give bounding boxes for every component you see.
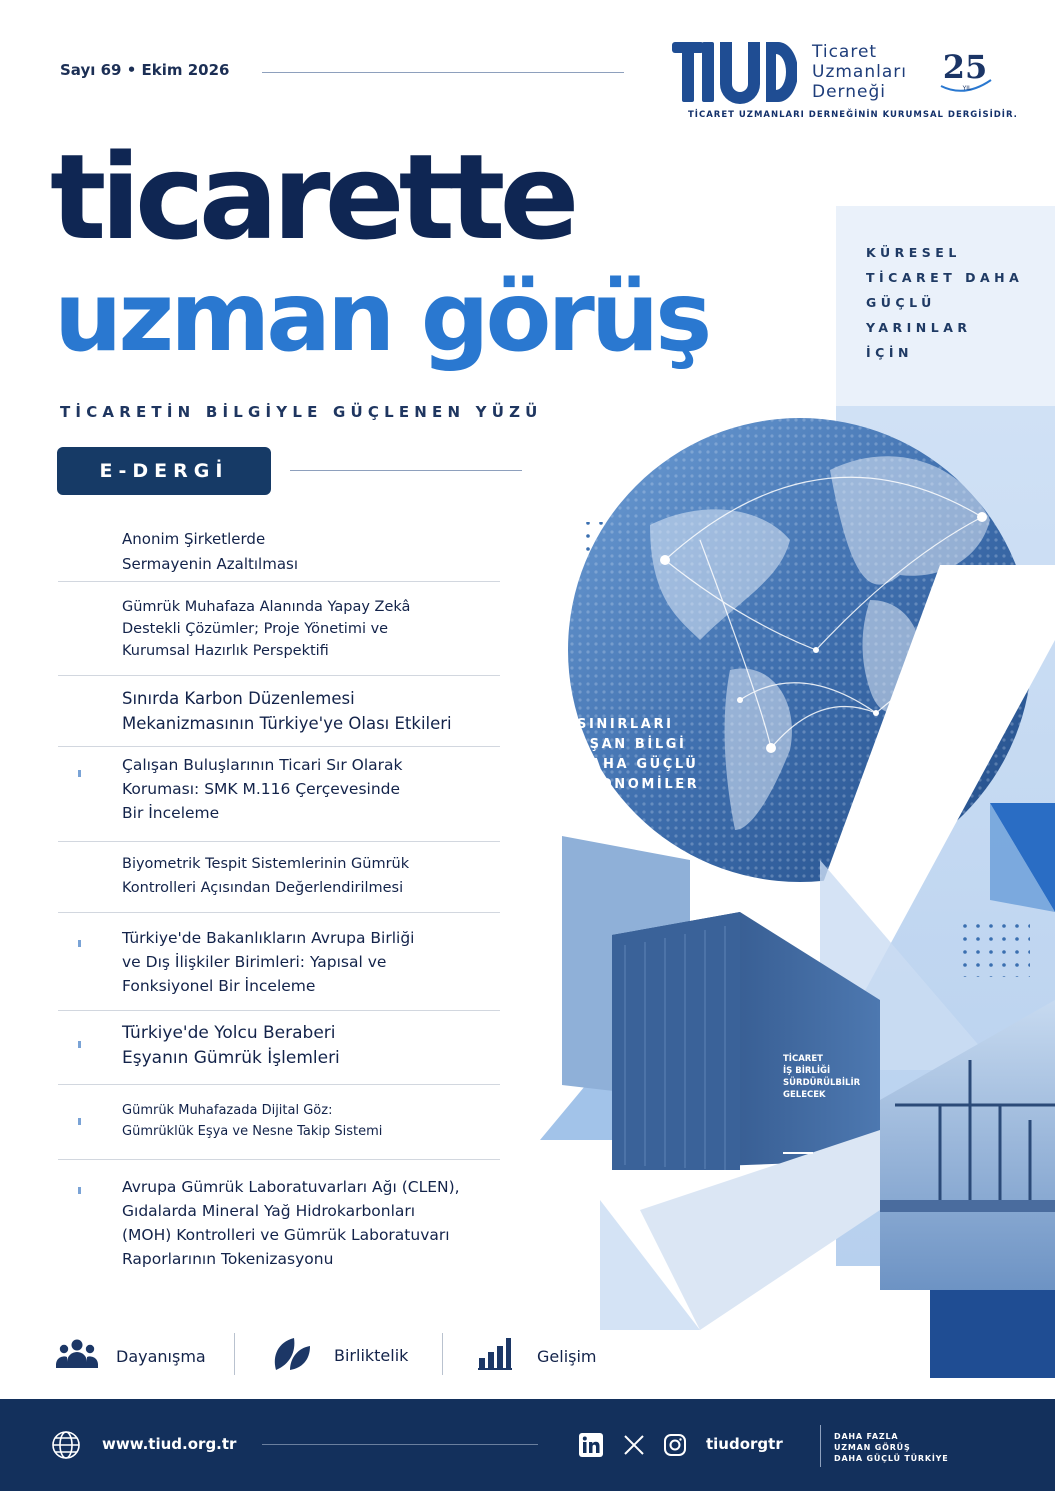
anniversary-number: 25 [942, 48, 988, 86]
logo-subtitle: TİCARET UZMANLARI DERNEĞİNİN KURUMSAL DERGİSİDİR. [688, 110, 1018, 120]
instagram-icon[interactable] [664, 1434, 686, 1456]
footer-divider [262, 1444, 538, 1445]
side-slogan-line: İÇİN [866, 345, 913, 360]
issue-info: Sayı 69 • Ekim 2026 [60, 61, 230, 79]
article-bullet [78, 1041, 81, 1048]
article-divider [58, 746, 500, 747]
e-dergi-badge: E-DERGİ [57, 447, 271, 495]
badge-divider [290, 470, 522, 471]
caption-line: AŞAN BİLGİ [577, 737, 687, 752]
footer-slogan-line: UZMAN GÖRÜŞ [834, 1443, 911, 1452]
caption-dash [783, 1152, 813, 1154]
values-divider [234, 1333, 235, 1375]
caption-line: GELECEK [783, 1090, 826, 1100]
article-title-line: Gümrük Muhafaza Alanında Yapay Zekâ [122, 599, 411, 615]
logo-name-line: Uzmanları [812, 62, 907, 82]
article-item[interactable] [122, 926, 507, 998]
magazine-title-line2: uzman görüş [54, 261, 709, 373]
value-label: Gelişim [537, 1347, 597, 1366]
logo-name-line: Ticaret [812, 42, 878, 62]
article-item[interactable] [122, 1175, 507, 1271]
article-bullet [78, 1187, 81, 1194]
article-item[interactable] [122, 686, 507, 736]
article-title-line: ve Dış İlişkiler Birimleri: Yapısal ve [122, 953, 387, 971]
article-item[interactable] [122, 527, 507, 577]
article-title-line: Kontrolleri Açısından Değerlendirilmesi [122, 880, 404, 896]
linkedin-icon[interactable] [579, 1433, 603, 1457]
article-divider [58, 841, 500, 842]
caption-line: İŞ BİRLİĞİ [783, 1066, 831, 1076]
side-slogan-line: KÜRESEL [866, 245, 961, 260]
logo-name [812, 42, 907, 102]
article-title-line: Sınırda Karbon Düzenlemesi [122, 689, 355, 708]
article-title-line: Biyometrik Tespit Sistemlerinin Gümrük [122, 856, 410, 872]
article-title-line: Bir İnceleme [122, 804, 220, 822]
article-title-line: Mekanizmasının Türkiye'ye Olası Etkileri [122, 714, 452, 733]
article-item[interactable] [122, 1100, 507, 1142]
side-slogan-line: GÜÇLÜ [866, 295, 936, 310]
article-title-line: Eşyanın Gümrük İşlemleri [122, 1048, 340, 1068]
article-title-line: Gümrüklük Eşya ve Nesne Takip Sistemi [122, 1124, 383, 1139]
magazine-title-line1: ticarette [50, 128, 574, 266]
article-title-line: Koruması: SMK M.116 Çerçevesinde [122, 780, 401, 798]
side-slogan [866, 240, 1023, 365]
article-title-line: (MOH) Kontrolleri ve Gümrük Laboratuvarı [122, 1226, 450, 1244]
article-title-line: Gıdalarda Mineral Yağ Hidrokarbonları [122, 1202, 416, 1220]
article-item[interactable] [122, 753, 507, 825]
article-title-line: Raporlarının Tokenizasyonu [122, 1250, 334, 1268]
article-title-line: Türkiye'de Bakanlıkların Avrupa Birliği [122, 929, 415, 947]
x-icon[interactable] [623, 1434, 645, 1456]
footer-vertical-divider [820, 1425, 821, 1467]
website-link[interactable]: www.tiud.org.tr [102, 1435, 237, 1453]
article-title-line: Avrupa Gümrük Laboratuvarları Ağı (CLEN), [122, 1178, 460, 1196]
article-divider [58, 1010, 500, 1011]
value-label: Birliktelik [334, 1346, 409, 1365]
bar-chart-icon [478, 1336, 512, 1370]
footer-slogan [834, 1431, 948, 1464]
footer-slogan-line: DAHA FAZLA [834, 1432, 899, 1441]
article-item[interactable] [122, 1021, 507, 1071]
caption-line: SÜRDÜRÜLBİLİR [783, 1078, 861, 1088]
side-slogan-line: TİCARET DAHA [866, 270, 1024, 285]
article-bullet [78, 940, 81, 947]
article-divider [58, 912, 500, 913]
article-title-line: Destekli Çözümler; Proje Yönetimi ve [122, 621, 389, 637]
caption-line: TİCARET [783, 1054, 823, 1064]
caption-line: EKONOMİLER [577, 777, 700, 792]
image-caption-2 [783, 1053, 860, 1101]
article-divider [58, 581, 500, 582]
anniversary-badge [935, 44, 995, 98]
article-divider [58, 1084, 500, 1085]
people-icon [56, 1338, 98, 1370]
article-title-line: Fonksiyonel Bir İnceleme [122, 977, 316, 995]
side-slogan-line: YARINLAR [866, 320, 972, 335]
caption-line: DAHA GÜÇLÜ [577, 757, 699, 772]
tiud-logo [672, 40, 797, 106]
social-handle[interactable]: tiudorgtr [706, 1435, 783, 1453]
logo-name-line: Derneği [812, 82, 886, 102]
anniversary-unit: YIL [962, 85, 972, 92]
article-divider [58, 675, 500, 676]
image-caption-1 [577, 715, 699, 795]
article-item[interactable] [122, 852, 507, 900]
footer-slogan-line: DAHA GÜÇLÜ TÜRKİYE [834, 1454, 949, 1463]
article-title-line: Gümrük Muhafazada Dijital Göz: [122, 1103, 333, 1118]
caption-line: SINIRLARI [577, 717, 674, 732]
values-divider [442, 1333, 443, 1375]
magazine-tagline: TİCARETİN BİLGİYLE GÜÇLENEN YÜZÜ [60, 403, 543, 421]
article-title-line: Çalışan Buluşlarının Ticari Sır Olarak [122, 756, 403, 774]
caption-dash [577, 815, 615, 817]
header-divider [262, 72, 624, 73]
article-title-line: Anonim Şirketlerde [122, 530, 266, 548]
value-label: Dayanışma [116, 1347, 206, 1366]
article-title-line: Türkiye'de Yolcu Beraberi [122, 1023, 336, 1043]
leaf-icon [272, 1336, 312, 1372]
article-item[interactable] [122, 596, 507, 662]
article-bullet [78, 770, 81, 777]
globe-icon [51, 1430, 81, 1460]
article-bullet [78, 1118, 81, 1125]
article-title-line: Kurumsal Hazırlık Perspektifi [122, 643, 329, 659]
article-divider [58, 1159, 500, 1160]
article-title-line: Sermayenin Azaltılması [122, 555, 299, 573]
